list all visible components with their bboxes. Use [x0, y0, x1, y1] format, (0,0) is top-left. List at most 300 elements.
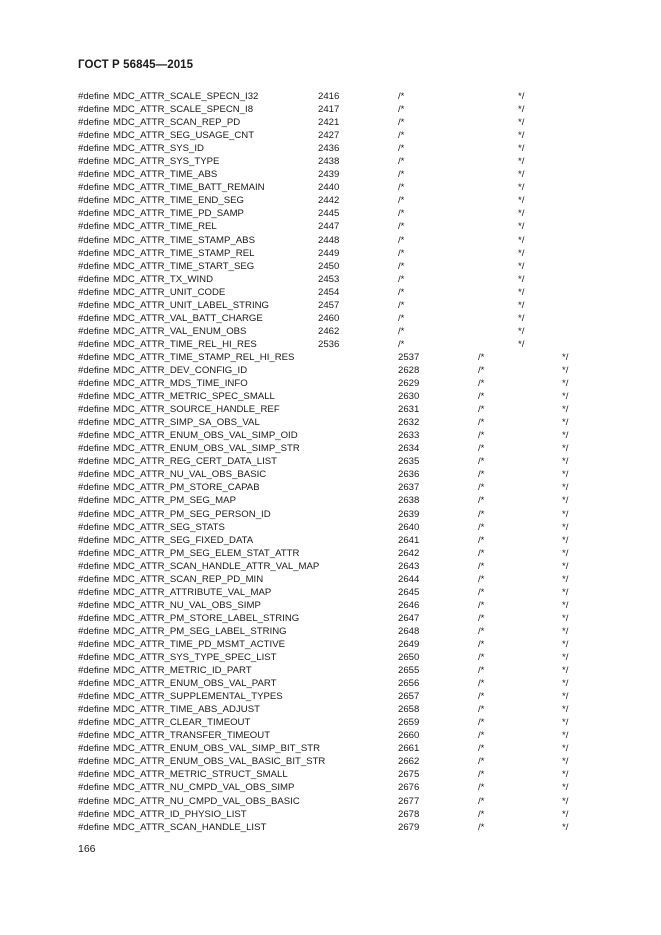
constant-name: MDC_ATTR_SCAN_HANDLE_ATTR_VAL_MAP	[113, 560, 320, 572]
constant-name: MDC_ATTR_SYS_TYPE	[113, 156, 220, 168]
comment-close: */	[562, 586, 569, 598]
define-keyword: #define	[78, 404, 110, 416]
constant-value: 2660	[398, 730, 420, 742]
define-keyword: #define	[78, 221, 110, 233]
define-row	[78, 547, 588, 560]
constant-name: MDC_ATTR_PM_SEG_ELEM_STAT_ATTR	[113, 547, 300, 559]
constant-name: MDC_ATTR_PM_STORE_CAPAB	[113, 482, 260, 494]
comment-close: */	[562, 756, 569, 768]
comment-close: */	[562, 795, 569, 807]
comment-open: /*	[478, 404, 485, 416]
define-row	[78, 573, 588, 586]
constant-value: 2454	[318, 286, 340, 298]
comment-open: /*	[398, 195, 405, 207]
comment-open: /*	[478, 704, 485, 716]
define-row	[78, 442, 588, 455]
comment-close: */	[518, 312, 525, 324]
constant-value: 2642	[398, 547, 420, 559]
define-keyword: #define	[78, 391, 110, 403]
constant-name: MDC_ATTR_SOURCE_HANDLE_REF	[113, 404, 280, 416]
constant-value: 2643	[398, 560, 420, 572]
constant-value: 2650	[398, 652, 420, 664]
constant-value: 2416	[318, 91, 340, 102]
constant-name: MDC_ATTR_REG_CERT_DATA_LIST	[113, 456, 278, 468]
define-row	[78, 560, 588, 573]
define-keyword: #define	[78, 534, 110, 546]
define-keyword: #define	[78, 691, 110, 703]
constant-value: 2658	[398, 704, 420, 716]
comment-open: /*	[478, 638, 485, 650]
define-row	[78, 781, 588, 794]
constant-value: 2662	[398, 756, 420, 768]
constant-value: 2655	[398, 665, 420, 677]
comment-open: /*	[398, 91, 405, 102]
comment-open: /*	[398, 273, 405, 285]
constant-name: MDC_ATTR_TRANSFER_TIMEOUT	[113, 730, 271, 742]
constant-name: MDC_ATTR_TX_WIND	[113, 273, 214, 285]
define-row	[78, 260, 588, 273]
define-keyword: #define	[78, 273, 110, 285]
constant-name: MDC_ATTR_ENUM_OBS_VAL_SIMP_STR	[113, 443, 300, 455]
constant-value: 2632	[398, 417, 420, 429]
comment-close: */	[562, 691, 569, 703]
comment-open: /*	[398, 169, 405, 181]
comment-close: */	[562, 364, 569, 376]
comment-open: /*	[478, 364, 485, 376]
constant-value: 2460	[318, 312, 340, 324]
constant-name: MDC_ATTR_TIME_PD_MSMT_ACTIVE	[113, 638, 285, 650]
define-keyword: #define	[78, 638, 110, 650]
constant-name: MDC_ATTR_PM_SEG_MAP	[113, 495, 236, 507]
constant-value: 2638	[398, 495, 420, 507]
comment-open: /*	[478, 665, 485, 677]
define-row	[78, 521, 588, 534]
define-row	[78, 90, 588, 103]
define-row	[78, 742, 588, 755]
define-row	[78, 116, 588, 129]
comment-open: /*	[478, 730, 485, 742]
comment-close: */	[518, 286, 525, 298]
comment-close: */	[562, 508, 569, 520]
comment-open: /*	[478, 769, 485, 781]
comment-close: */	[562, 769, 569, 781]
comment-close: */	[562, 821, 569, 833]
constant-name: MDC_ATTR_NU_VAL_OBS_SIMP	[113, 599, 261, 611]
constant-value: 2657	[398, 691, 420, 703]
constant-value: 2438	[318, 156, 340, 168]
constant-value: 2635	[398, 456, 420, 468]
constant-value: 2449	[318, 247, 340, 259]
comment-open: /*	[478, 782, 485, 794]
comment-open: /*	[398, 234, 405, 246]
constant-name: MDC_ATTR_SCAN_REP_PD	[113, 117, 241, 129]
define-keyword: #define	[78, 652, 110, 664]
constant-name: MDC_ATTR_TIME_END_SEG	[113, 195, 244, 207]
define-keyword: #define	[78, 247, 110, 259]
constant-name: MDC_ATTR_PM_SEG_PERSON_ID	[113, 508, 271, 520]
constant-name: MDC_ATTR_UNIT_CODE	[113, 286, 226, 298]
define-keyword: #define	[78, 808, 110, 820]
constant-name: MDC_ATTR_NU_CMPD_VAL_OBS_SIMP	[113, 782, 295, 794]
define-row	[78, 142, 588, 155]
constant-name: MDC_ATTR_VAL_ENUM_OBS	[113, 325, 247, 337]
constant-name: MDC_ATTR_SCALE_SPECN_I8	[113, 104, 254, 116]
comment-open: /*	[478, 652, 485, 664]
comment-open: /*	[478, 795, 485, 807]
constant-value: 2417	[318, 104, 340, 116]
define-keyword: #define	[78, 351, 110, 363]
comment-close: */	[518, 260, 525, 272]
comment-close: */	[562, 560, 569, 572]
define-keyword: #define	[78, 560, 110, 572]
constant-name: MDC_ATTR_ENUM_OBS_VAL_PART	[113, 678, 277, 690]
define-row	[78, 677, 588, 690]
comment-close: */	[518, 325, 525, 337]
constant-name: MDC_ATTR_SCAN_HANDLE_LIST	[113, 821, 267, 833]
comment-open: /*	[478, 495, 485, 507]
define-row	[78, 612, 588, 625]
constant-value: 2676	[398, 782, 420, 794]
constant-value: 2440	[318, 182, 340, 194]
constant-name: MDC_ATTR_NU_VAL_OBS_BASIC	[113, 469, 267, 481]
comment-open: /*	[478, 521, 485, 533]
define-row	[78, 103, 588, 116]
define-row	[78, 325, 588, 338]
comment-close: */	[518, 91, 525, 102]
constant-name: MDC_ATTR_SCALE_SPECN_I32	[113, 91, 259, 102]
define-keyword: #define	[78, 508, 110, 520]
constant-value: 2457	[318, 299, 340, 311]
define-keyword: #define	[78, 234, 110, 246]
comment-close: */	[562, 730, 569, 742]
constant-name: MDC_ATTR_METRIC_STRUCT_SMALL	[113, 769, 288, 781]
comment-close: */	[562, 599, 569, 611]
define-row	[78, 494, 588, 507]
define-row	[78, 234, 588, 247]
define-keyword: #define	[78, 469, 110, 481]
constant-name: MDC_ATTR_SEG_USAGE_CNT	[113, 130, 255, 142]
constant-name: MDC_ATTR_TIME_START_SEG	[113, 260, 255, 272]
comment-close: */	[562, 547, 569, 559]
define-row	[78, 468, 588, 481]
comment-close: */	[562, 743, 569, 755]
comment-open: /*	[478, 391, 485, 403]
define-row	[78, 599, 588, 612]
comment-open: /*	[398, 182, 405, 194]
comment-open: /*	[478, 717, 485, 729]
comment-close: */	[562, 652, 569, 664]
constant-name: MDC_ATTR_NU_CMPD_VAL_OBS_BASIC	[113, 795, 300, 807]
define-row	[78, 755, 588, 768]
constant-value: 2661	[398, 743, 420, 755]
define-row	[78, 690, 588, 703]
constant-name: MDC_ATTR_TIME_BATT_REMAIN	[113, 182, 265, 194]
define-row	[78, 821, 588, 834]
define-row	[78, 638, 588, 651]
constant-value: 2447	[318, 221, 340, 233]
constant-value: 2445	[318, 208, 340, 220]
define-keyword: #define	[78, 260, 110, 272]
constant-name: MDC_ATTR_SIMP_SA_OBS_VAL	[113, 417, 260, 429]
comment-close: */	[518, 195, 525, 207]
comment-close: */	[518, 104, 525, 116]
constant-name: MDC_ATTR_TIME_REL	[113, 221, 217, 233]
define-keyword: #define	[78, 821, 110, 833]
constant-value: 2659	[398, 717, 420, 729]
define-row	[78, 207, 588, 220]
constant-name: MDC_ATTR_SYS_TYPE_SPEC_LIST	[113, 652, 277, 664]
define-keyword: #define	[78, 117, 110, 129]
comment-open: /*	[478, 599, 485, 611]
constant-value: 2656	[398, 678, 420, 690]
comment-close: */	[562, 430, 569, 442]
define-keyword: #define	[78, 482, 110, 494]
constant-name: MDC_ATTR_MDS_TIME_INFO	[113, 378, 248, 390]
define-keyword: #define	[78, 586, 110, 598]
define-row	[78, 651, 588, 664]
define-keyword: #define	[78, 91, 110, 102]
comment-close: */	[518, 130, 525, 142]
comment-open: /*	[478, 808, 485, 820]
define-row	[78, 729, 588, 742]
constant-name: MDC_ATTR_TIME_STAMP_REL	[113, 247, 255, 259]
comment-close: */	[562, 469, 569, 481]
comment-open: /*	[478, 573, 485, 585]
define-row	[78, 220, 588, 233]
comment-close: */	[562, 638, 569, 650]
define-keyword: #define	[78, 443, 110, 455]
comment-open: /*	[478, 678, 485, 690]
comment-open: /*	[478, 560, 485, 572]
define-keyword: #define	[78, 325, 110, 337]
define-row	[78, 795, 588, 808]
define-keyword: #define	[78, 573, 110, 585]
comment-open: /*	[478, 691, 485, 703]
define-keyword: #define	[78, 338, 110, 350]
define-row	[78, 481, 588, 494]
comment-close: */	[562, 351, 569, 363]
comment-open: /*	[398, 247, 405, 259]
constant-name: MDC_ATTR_TIME_REL_HI_RES	[113, 338, 257, 350]
constant-name: MDC_ATTR_PM_STORE_LABEL_STRING	[113, 612, 300, 624]
define-row	[78, 508, 588, 521]
comment-close: */	[562, 534, 569, 546]
constant-name: MDC_ATTR_ENUM_OBS_VAL_SIMP_BIT_STR	[113, 743, 321, 755]
constant-name: MDC_ATTR_UNIT_LABEL_STRING	[113, 299, 270, 311]
define-row	[78, 194, 588, 207]
comment-open: /*	[478, 456, 485, 468]
constant-value: 2648	[398, 625, 420, 637]
define-keyword: #define	[78, 743, 110, 755]
comment-open: /*	[478, 612, 485, 624]
constant-name: MDC_ATTR_SYS_ID	[113, 143, 204, 155]
define-keyword: #define	[78, 286, 110, 298]
constant-name: MDC_ATTR_TIME_ABS	[113, 169, 218, 181]
comment-open: /*	[398, 338, 405, 350]
define-row	[78, 351, 588, 364]
define-keyword: #define	[78, 156, 110, 168]
define-keyword: #define	[78, 456, 110, 468]
constant-name: MDC_ATTR_SCAN_REP_PD_MIN	[113, 573, 264, 585]
constant-name: MDC_ATTR_METRIC_SPEC_SMALL	[113, 391, 275, 403]
constant-value: 2536	[318, 338, 340, 350]
comment-open: /*	[398, 260, 405, 272]
comment-open: /*	[398, 325, 405, 337]
constant-value: 2448	[318, 234, 340, 246]
comment-close: */	[518, 208, 525, 220]
comment-open: /*	[398, 286, 405, 298]
comment-open: /*	[398, 104, 405, 116]
comment-close: */	[562, 404, 569, 416]
constant-value: 2439	[318, 169, 340, 181]
comment-open: /*	[478, 547, 485, 559]
comment-close: */	[562, 717, 569, 729]
comment-close: */	[518, 182, 525, 194]
constant-name: MDC_ATTR_SUPPLEMENTAL_TYPES	[113, 691, 283, 703]
constant-value: 2421	[318, 117, 340, 129]
constant-name: MDC_ATTR_PM_SEG_LABEL_STRING	[113, 625, 287, 637]
define-row	[78, 129, 588, 142]
comment-open: /*	[398, 143, 405, 155]
comment-open: /*	[478, 378, 485, 390]
comment-close: */	[562, 456, 569, 468]
comment-open: /*	[478, 586, 485, 598]
define-keyword: #define	[78, 769, 110, 781]
constant-value: 2649	[398, 638, 420, 650]
constant-value: 2678	[398, 808, 420, 820]
constant-name: MDC_ATTR_CLEAR_TIMEOUT	[113, 717, 251, 729]
comment-open: /*	[478, 625, 485, 637]
comment-close: */	[518, 234, 525, 246]
define-keyword: #define	[78, 182, 110, 194]
constant-value: 2645	[398, 586, 420, 598]
comment-open: /*	[478, 482, 485, 494]
define-row	[78, 338, 588, 351]
constant-value: 2677	[398, 795, 420, 807]
comment-close: */	[518, 338, 525, 350]
comment-close: */	[562, 704, 569, 716]
define-row	[78, 364, 588, 377]
comment-close: */	[518, 247, 525, 259]
define-keyword: #define	[78, 612, 110, 624]
constant-name: MDC_ATTR_SEG_FIXED_DATA	[113, 534, 254, 546]
define-row	[78, 586, 588, 599]
define-row	[78, 403, 588, 416]
comment-open: /*	[398, 117, 405, 129]
comment-open: /*	[478, 743, 485, 755]
define-keyword: #define	[78, 130, 110, 142]
comment-close: */	[518, 117, 525, 129]
define-keyword: #define	[78, 599, 110, 611]
comment-close: */	[518, 169, 525, 181]
define-row	[78, 155, 588, 168]
constant-value: 2634	[398, 443, 420, 455]
define-keyword: #define	[78, 521, 110, 533]
define-row	[78, 664, 588, 677]
constant-value: 2679	[398, 821, 420, 833]
define-keyword: #define	[78, 312, 110, 324]
define-keyword: #define	[78, 417, 110, 429]
constant-name: MDC_ATTR_VAL_BATT_CHARGE	[113, 312, 263, 324]
comment-close: */	[562, 612, 569, 624]
define-keyword: #define	[78, 782, 110, 794]
define-keyword: #define	[78, 299, 110, 311]
comment-close: */	[562, 443, 569, 455]
comment-close: */	[518, 143, 525, 155]
constant-name: MDC_ATTR_TIME_PD_SAMP	[113, 208, 244, 220]
comment-open: /*	[398, 208, 405, 220]
comment-close: */	[562, 391, 569, 403]
constant-value: 2436	[318, 143, 340, 155]
constant-value: 2442	[318, 195, 340, 207]
constant-value: 2641	[398, 534, 420, 546]
comment-close: */	[562, 495, 569, 507]
page-header: ГОСТ Р 56845—2015	[78, 59, 194, 71]
constant-name: MDC_ATTR_TIME_STAMP_REL_HI_RES	[113, 351, 295, 363]
define-row	[78, 299, 588, 312]
define-row	[78, 808, 588, 821]
constant-value: 2462	[318, 325, 340, 337]
constant-value: 2628	[398, 364, 420, 376]
constant-value: 2647	[398, 612, 420, 624]
constant-name: MDC_ATTR_SEG_STATS	[113, 521, 225, 533]
define-keyword: #define	[78, 756, 110, 768]
define-keyword: #define	[78, 665, 110, 677]
constant-value: 2450	[318, 260, 340, 272]
constant-name: MDC_ATTR_ENUM_OBS_VAL_SIMP_OID	[113, 430, 298, 442]
comment-open: /*	[398, 156, 405, 168]
comment-open: /*	[398, 221, 405, 233]
constant-value: 2629	[398, 378, 420, 390]
comment-close: */	[518, 156, 525, 168]
define-row	[78, 273, 588, 286]
define-row	[78, 429, 588, 442]
comment-open: /*	[478, 417, 485, 429]
constant-name: MDC_ATTR_ENUM_OBS_VAL_BASIC_BIT_STR	[113, 756, 326, 768]
define-keyword: #define	[78, 625, 110, 637]
define-keyword: #define	[78, 795, 110, 807]
define-row	[78, 534, 588, 547]
define-row	[78, 625, 588, 638]
constant-value: 2637	[398, 482, 420, 494]
define-keyword: #define	[78, 547, 110, 559]
comment-close: */	[562, 417, 569, 429]
constant-value: 2453	[318, 273, 340, 285]
define-row	[78, 703, 588, 716]
constant-value: 2644	[398, 573, 420, 585]
comment-open: /*	[398, 312, 405, 324]
define-keyword: #define	[78, 364, 110, 376]
define-keyword: #define	[78, 208, 110, 220]
define-row	[78, 416, 588, 429]
comment-open: /*	[398, 130, 405, 142]
constant-name: MDC_ATTR_METRIC_ID_PART	[113, 665, 252, 677]
constant-value: 2640	[398, 521, 420, 533]
constant-name: MDC_ATTR_DEV_CONFIG_ID	[113, 364, 248, 376]
constant-value: 2636	[398, 469, 420, 481]
define-keyword: #define	[78, 678, 110, 690]
comment-open: /*	[478, 508, 485, 520]
comment-open: /*	[478, 534, 485, 546]
comment-close: */	[562, 782, 569, 794]
comment-close: */	[518, 299, 525, 311]
comment-open: /*	[398, 299, 405, 311]
comment-close: */	[518, 221, 525, 233]
constant-value: 2630	[398, 391, 420, 403]
comment-open: /*	[478, 430, 485, 442]
comment-open: /*	[478, 756, 485, 768]
define-row	[78, 716, 588, 729]
